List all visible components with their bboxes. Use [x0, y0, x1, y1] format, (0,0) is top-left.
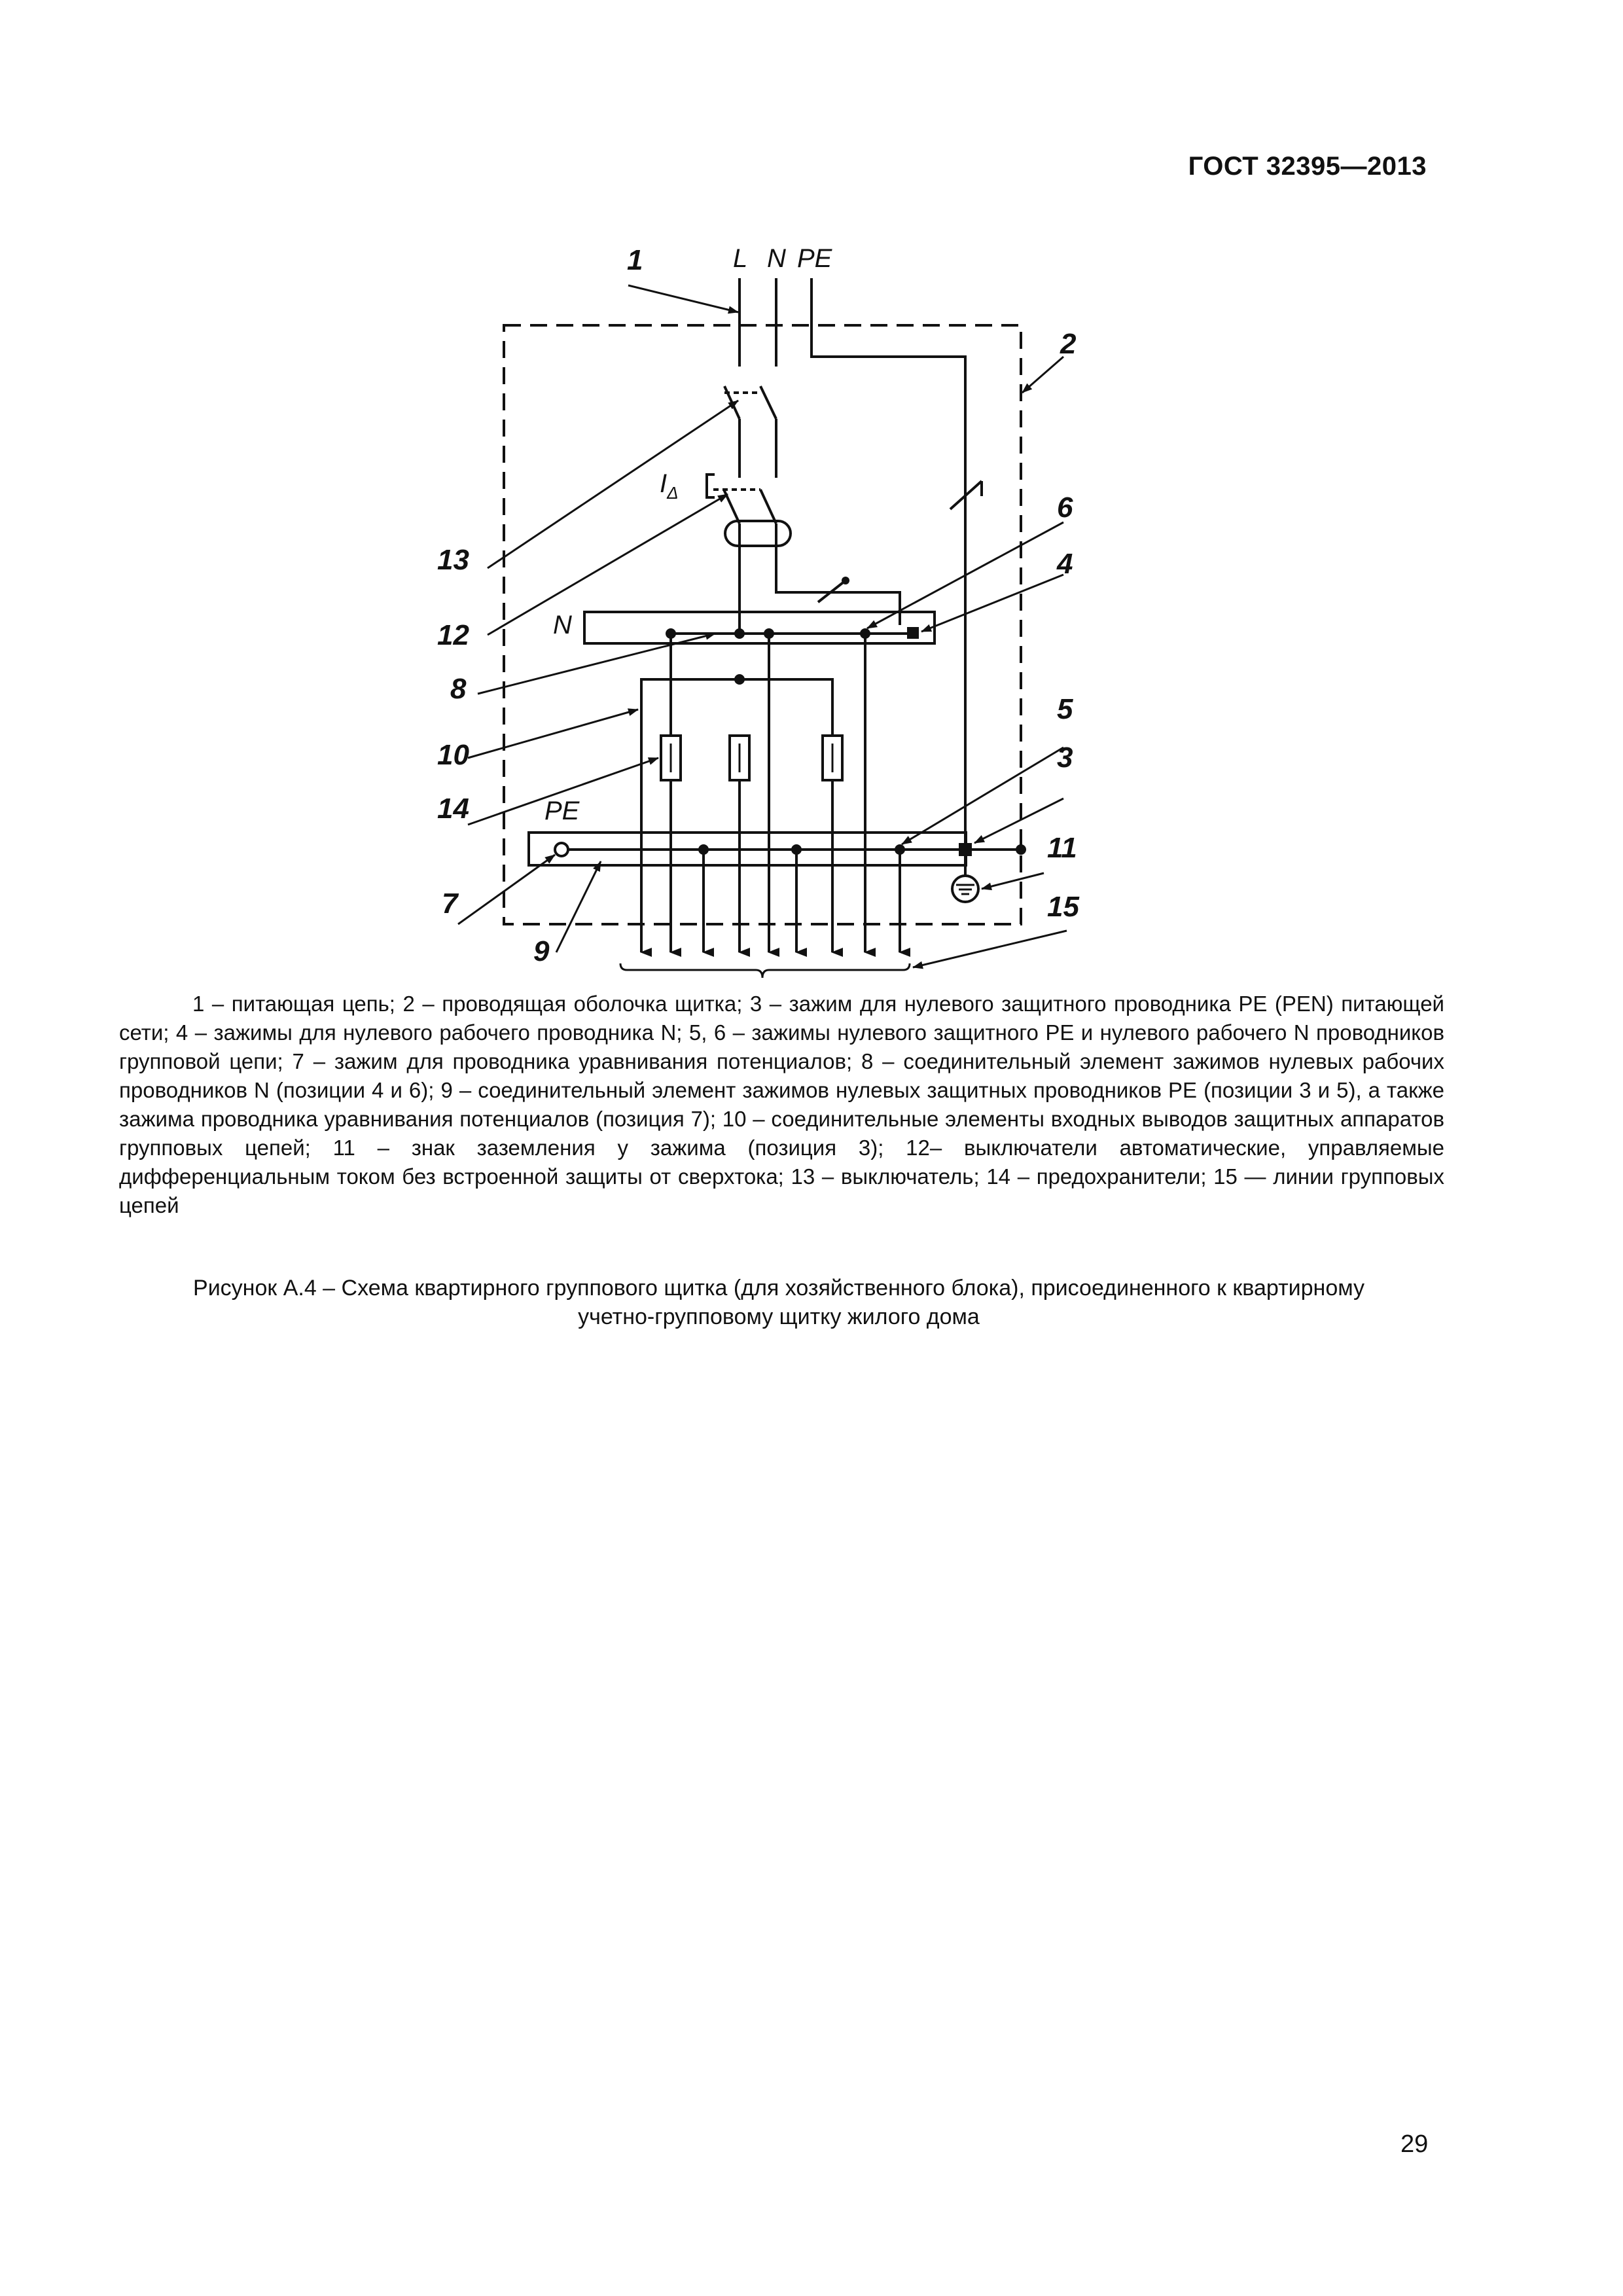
callout-5: 5 [1057, 693, 1073, 725]
callout-7: 7 [442, 888, 458, 920]
callout-8: 8 [450, 673, 467, 705]
document-standard-number: ГОСТ 32395—2013 [1188, 152, 1427, 181]
wiring-diagram-svg [393, 236, 1178, 982]
wiring-diagram [393, 236, 1178, 982]
callout-12: 12 [437, 619, 469, 651]
n-busbar [584, 612, 935, 643]
page-number: 29 [1400, 2130, 1429, 2158]
earth-symbol [952, 850, 978, 902]
main-switch-blade-N [760, 386, 776, 419]
label-L: L [733, 244, 748, 273]
group-lines [641, 634, 900, 952]
callout-6: 6 [1057, 492, 1073, 524]
label-N-bus: N [553, 611, 572, 639]
label-PE-bus: PE [544, 797, 580, 825]
label-N-top: N [767, 244, 786, 273]
fuses [661, 733, 842, 780]
callout-9: 9 [533, 935, 550, 967]
callout-15: 15 [1047, 891, 1079, 923]
label-PE-top: PE [797, 244, 832, 273]
figure-caption [105, 1274, 1453, 1331]
callout-14: 14 [437, 793, 469, 825]
rcd-symbol [707, 475, 900, 634]
callout-3: 3 [1057, 742, 1073, 774]
callout-4: 4 [1057, 548, 1073, 580]
group-lines-brace [620, 963, 910, 978]
main-switch-blade-L [724, 386, 740, 419]
label-i-delta: $I_\Delta$ [660, 469, 679, 503]
callout-13: 13 [437, 544, 469, 576]
callout-2: 2 [1060, 328, 1077, 360]
callout-1: 1 [627, 244, 643, 276]
caption-line-2: учетно-групповому щитку жилого дома [578, 1304, 980, 1329]
caption-line-1: Рисунок А.4 – Схема квартирного группового щитка (для хозяйственного блока), присоединенного к квартирному [193, 1276, 1364, 1300]
callout-11: 11 [1047, 832, 1077, 864]
enclosure-outline [504, 325, 1021, 924]
callout-10: 10 [437, 739, 469, 771]
figure-legend: 1 – питающая цепь; 2 – проводящая оболочка щитка; 3 – зажим для нулевого защитного проводника PE (PEN) питающей сети; 4 – зажимы для нулевого рабочего проводника N; 5, 6 – зажимы нулевого защитного PE и нулевого рабочего N проводников групповой цепи; 7 – зажим для проводника уравнивания потенциалов; 8 – соединительный элемент зажимов нулевых рабочих проводников N (позиции 4 и 6); 9 – соединительный элемент зажимов нулевых защитных проводников PE (позиции 3 и 5), а также зажима проводника уравнивания потенциалов (позиция 7); 10 – соединительные элементы входных выводов защитных аппаратов групповых цепей; 11 – знак заземления у зажима (позиция 3); 12– выключатели автоматические, управляемые дифференциальным током без встроенной защиты от сверхтока; 13 – выключатель; 14 – предохранители; 15 — линии групповых цепей [119, 992, 1444, 1217]
